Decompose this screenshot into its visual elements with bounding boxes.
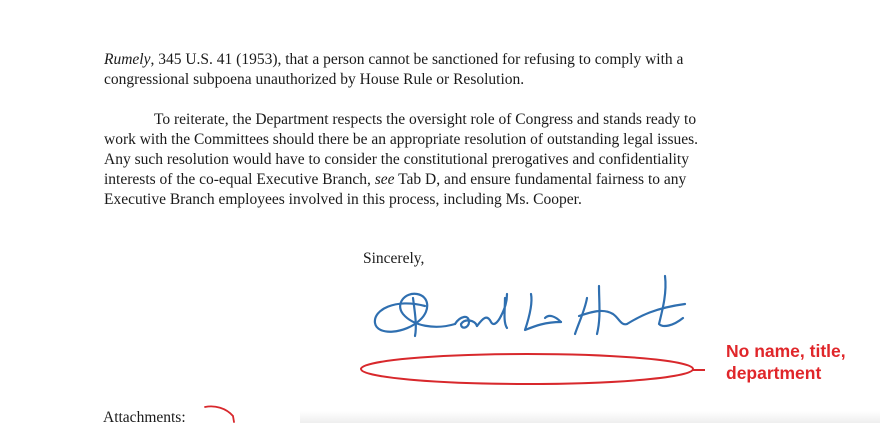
paragraph-2-line-4 <box>104 170 686 190</box>
paragraph-2-line-4-text-a: interests of the co-equal Executive Branch, <box>104 171 375 188</box>
paragraph-2-line-1: To reiterate, the Department respects the oversight role of Congress and stands ready to <box>154 111 697 128</box>
paragraph-2-line-5: Executive Branch employees involved in this process, including Ms. Cooper. <box>104 191 582 208</box>
paragraph-2-line-3: Any such resolution would have to consider the constitutional prerogatives and confidentiality <box>104 151 689 168</box>
case-name: Rumely <box>104 51 151 68</box>
paragraph-1-line-1-text: , 345 U.S. 41 (1953), that a person cannot be sanctioned for refusing to comply with a <box>150 51 684 68</box>
paragraph-2-line-2: work with the Committees should there be an appropriate resolution of outstanding legal issues. <box>104 131 699 148</box>
annotation-note-line-2: department <box>726 363 822 383</box>
attachments-label: Attachments: <box>103 409 186 426</box>
annotation-ellipse <box>355 348 705 390</box>
scan-shadow <box>300 411 880 423</box>
paragraph-2-line-4-text-b: Tab D, and ensure fundamental fairness to any <box>394 171 687 188</box>
paragraph-1-line-1 <box>104 50 683 70</box>
annotation-note <box>726 340 846 384</box>
handwritten-signature <box>365 268 695 348</box>
annotation-note-line-1: No name, title, <box>726 341 846 361</box>
paragraph-1-line-2: congressional subpoena unauthorized by House Rule or Resolution. <box>104 71 525 88</box>
closing-salutation: Sincerely, <box>363 250 425 267</box>
see-citation: see <box>374 171 395 188</box>
annotation-pen-mark <box>200 400 240 423</box>
